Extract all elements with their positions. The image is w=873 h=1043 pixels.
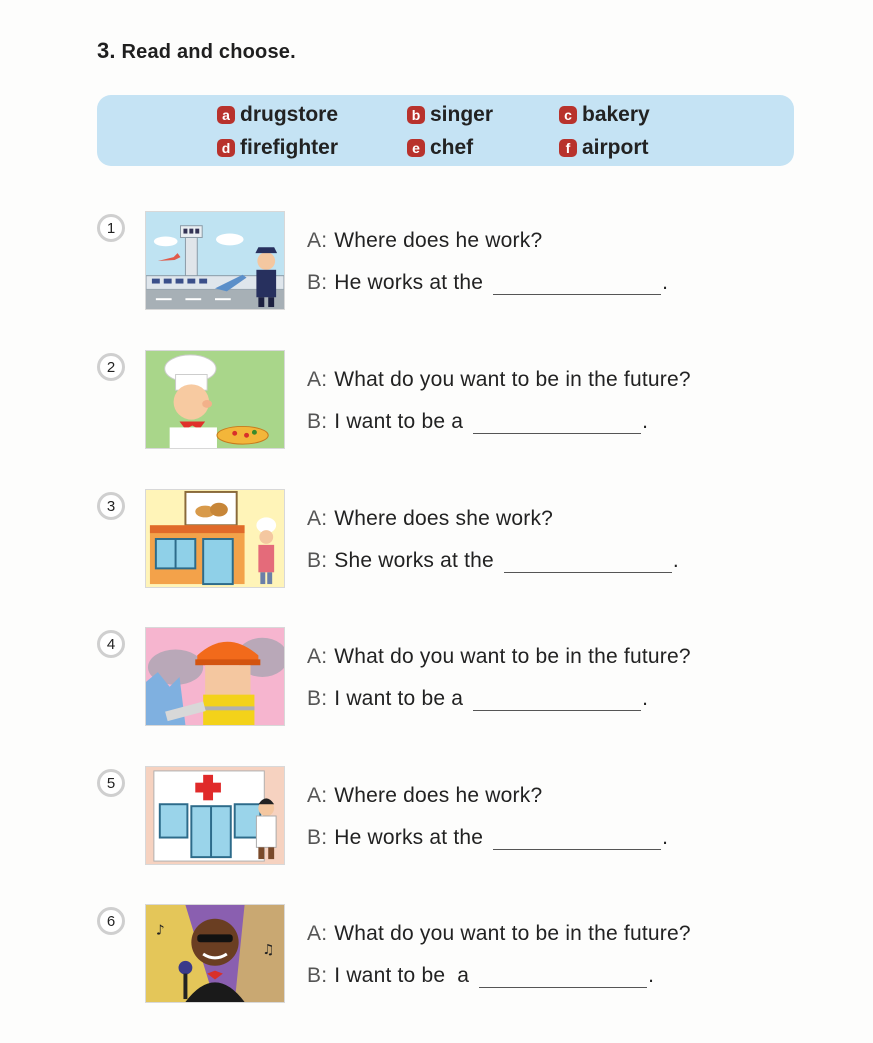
airport-pilot-illustration (145, 211, 285, 310)
bakery-illustration (145, 489, 285, 588)
question-item-5 (97, 766, 817, 866)
word-bank-option-f (559, 136, 649, 160)
option-word: singer (430, 103, 494, 126)
dialogue-line-a (307, 784, 542, 808)
chef-illustration (145, 350, 285, 449)
option-letter-badge: c (559, 106, 577, 124)
speaker-b-label: B: (307, 687, 328, 710)
question-number: 4 (97, 630, 125, 658)
option-word: airport (582, 136, 649, 159)
option-word: chef (430, 136, 474, 159)
word-bank-option-b (407, 103, 493, 127)
question-number: 3 (97, 492, 125, 520)
answer-blank[interactable] (504, 552, 672, 573)
word-bank-option-e (407, 136, 473, 160)
word-bank-option-a (217, 103, 338, 127)
question-number: 2 (97, 353, 125, 381)
speaker-b-label: B: (307, 410, 328, 433)
dialogue-line-a (307, 507, 553, 531)
answer-period: . (648, 964, 655, 987)
dialogue-line-a (307, 922, 691, 946)
question-item-3 (97, 489, 817, 589)
speaker-b-label: B: (307, 964, 328, 987)
question-text: What do you want to be in the future? (334, 645, 691, 668)
dialogue-line-b (307, 964, 654, 988)
exercise-instruction: Read and choose. (121, 41, 296, 63)
option-word: bakery (582, 103, 650, 126)
answer-prompt: I want to be a (334, 964, 470, 987)
answer-period: . (642, 410, 649, 433)
question-text: Where does she work? (334, 507, 554, 530)
dialogue-line-b (307, 410, 648, 434)
dialogue-line-b (307, 549, 679, 573)
speaker-a-label: A: (307, 922, 328, 945)
answer-blank[interactable] (493, 829, 661, 850)
question-text: What do you want to be in the future? (334, 922, 691, 945)
question-text: What do you want to be in the future? (334, 368, 691, 391)
speaker-a-label: A: (307, 645, 328, 668)
answer-period: . (672, 549, 679, 572)
svg-text:♫: ♫ (262, 942, 275, 958)
answer-prompt: She works at the (334, 549, 494, 572)
answer-blank[interactable] (473, 413, 641, 434)
option-word: drugstore (240, 103, 339, 126)
answer-prompt: He works at the (334, 826, 484, 849)
dialogue-line-a (307, 229, 542, 253)
answer-blank[interactable] (479, 967, 647, 988)
dialogue-line-a (307, 645, 691, 669)
answer-prompt: I want to be a (334, 687, 464, 710)
option-letter-badge: b (407, 106, 425, 124)
option-letter-badge: e (407, 139, 425, 157)
svg-text:♪: ♪ (155, 922, 165, 939)
question-item-6 (97, 904, 817, 1004)
firefighter-illustration (145, 627, 285, 726)
speaker-b-label: B: (307, 826, 328, 849)
exercise-number: 3. (97, 38, 116, 63)
dialogue-line-b (307, 271, 668, 295)
answer-period: . (642, 687, 649, 710)
question-item-1 (97, 211, 817, 311)
drugstore-pharmacist-illustration (145, 766, 285, 865)
question-item-4 (97, 627, 817, 727)
option-letter-badge: f (559, 139, 577, 157)
speaker-a-label: A: (307, 784, 328, 807)
word-bank-option-c (559, 103, 650, 127)
dialogue-line-b (307, 687, 648, 711)
speaker-b-label: B: (307, 549, 328, 572)
answer-prompt: He works at the (334, 271, 484, 294)
question-text: Where does he work? (334, 784, 543, 807)
exercise-title (97, 38, 296, 64)
question-text: Where does he work? (334, 229, 543, 252)
speaker-b-label: B: (307, 271, 328, 294)
speaker-a-label: A: (307, 368, 328, 391)
singer-illustration (145, 904, 285, 1003)
answer-period: . (662, 826, 669, 849)
option-word: firefighter (240, 136, 339, 159)
answer-blank[interactable] (473, 690, 641, 711)
answer-period: . (662, 271, 669, 294)
option-letter-badge: a (217, 106, 235, 124)
answer-blank[interactable] (493, 274, 661, 295)
dialogue-line-a (307, 368, 691, 392)
answer-prompt: I want to be a (334, 410, 464, 433)
question-number: 6 (97, 907, 125, 935)
question-item-2 (97, 350, 817, 450)
speaker-a-label: A: (307, 229, 328, 252)
word-bank-option-d (217, 136, 338, 160)
dialogue-line-b (307, 826, 668, 850)
speaker-a-label: A: (307, 507, 328, 530)
option-letter-badge: d (217, 139, 235, 157)
word-bank (97, 95, 794, 166)
question-number: 1 (97, 214, 125, 242)
question-number: 5 (97, 769, 125, 797)
